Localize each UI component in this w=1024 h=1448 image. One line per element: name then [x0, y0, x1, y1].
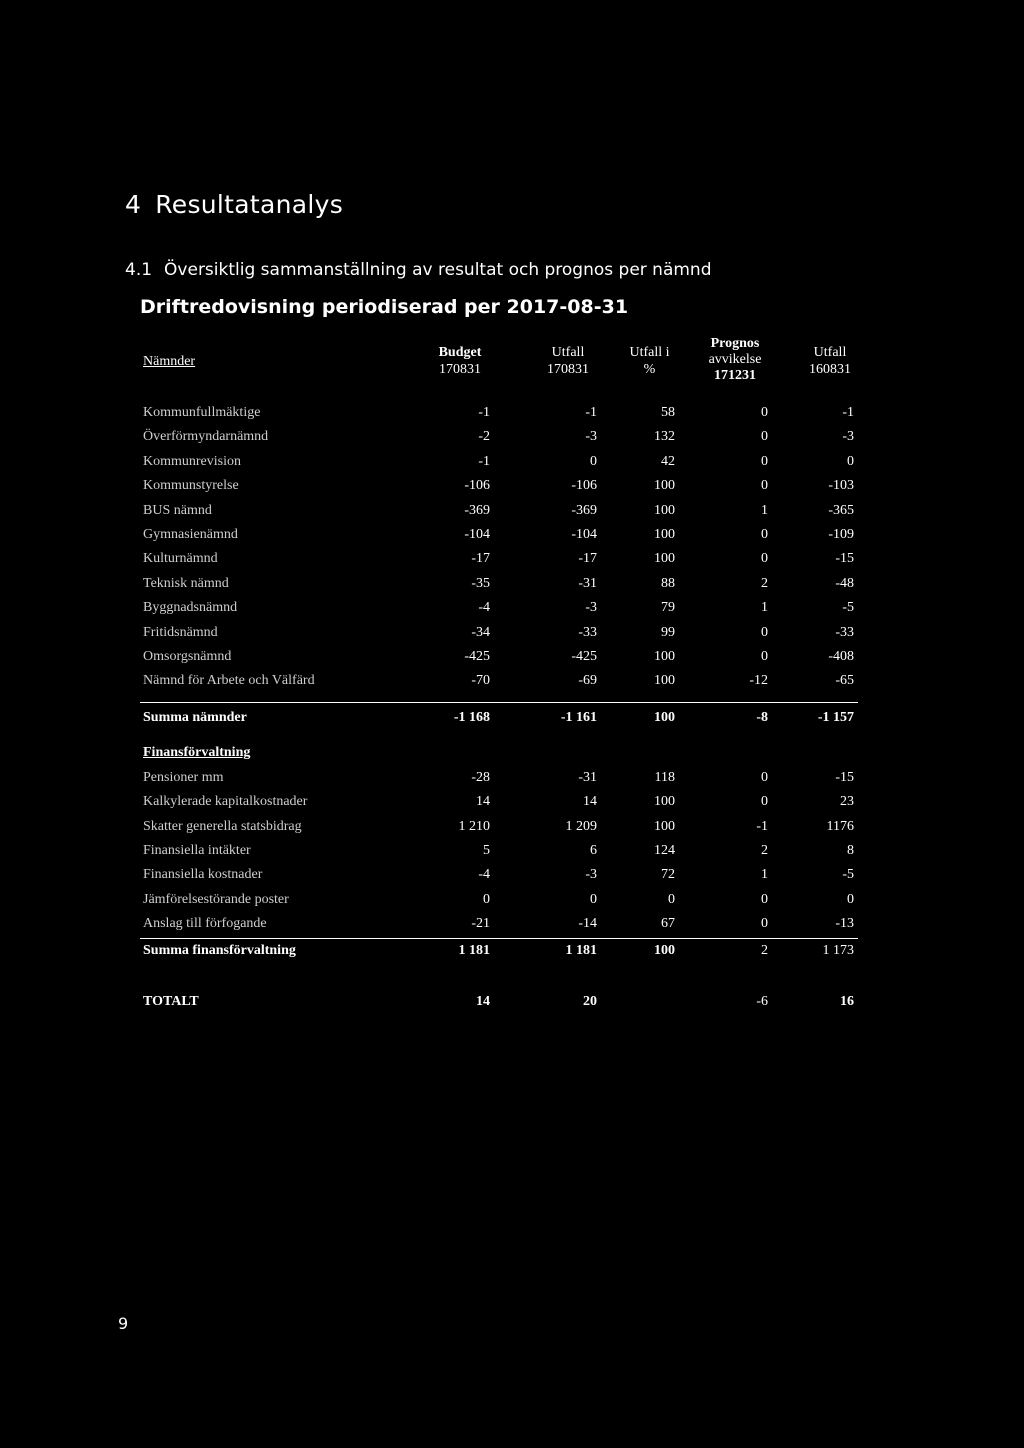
- cell-pct: 0: [668, 891, 675, 907]
- table-row: [0, 625, 1024, 647]
- row-name: Anslag till förfogande: [143, 915, 267, 931]
- cell-pct: 100: [654, 649, 675, 664]
- cell-prognos: 1: [761, 600, 768, 616]
- cell-utfall: -1: [585, 405, 597, 420]
- cell-utfall-prev: -33: [835, 624, 854, 640]
- cell-prognos: 2: [761, 943, 768, 958]
- cell-prognos: 0: [761, 915, 768, 931]
- cell-utfall-prev: -3: [842, 429, 854, 445]
- cell-budget: -1 168: [453, 710, 490, 725]
- table-row: [0, 405, 1024, 427]
- summa-finans-row: [0, 943, 1024, 965]
- cell-utfall-prev: -5: [842, 867, 854, 883]
- cell-prognos: -1: [756, 818, 768, 834]
- cell-utfall: -369: [571, 502, 597, 518]
- row-name: Kommunrevision: [143, 453, 241, 469]
- cell-budget: 0: [483, 891, 490, 907]
- row-name: Finansiella kostnader: [143, 867, 263, 883]
- cell-utfall-prev: -408: [828, 649, 854, 664]
- cell-utfall-prev: -1: [842, 405, 854, 420]
- cell-utfall: -425: [571, 649, 597, 664]
- cell-utfall: -104: [571, 527, 597, 542]
- cell-utfall: -17: [578, 551, 597, 567]
- divider: [140, 938, 858, 939]
- row-name: Jämförelsestörande poster: [143, 891, 289, 907]
- cell-budget: -28: [471, 770, 490, 785]
- cell-utfall: 20: [583, 994, 597, 1009]
- header-line: 170831: [439, 362, 481, 377]
- cell-utfall: -106: [571, 478, 597, 494]
- table-title: Driftredovisning periodiserad per 2017-08-31: [140, 296, 629, 318]
- header-line: Utfall: [813, 345, 847, 360]
- cell-pct: 100: [654, 551, 675, 567]
- row-name: Teknisk nämnd: [143, 575, 229, 591]
- table-row: [0, 576, 1024, 598]
- subsection-title: Översiktlig sammanställning av resultat och prognos per nämnd: [164, 260, 712, 280]
- header-line: Utfall: [551, 345, 585, 360]
- cell-pct: 58: [661, 405, 675, 420]
- summa-namnder-row: [0, 710, 1024, 732]
- table-row: [0, 429, 1024, 451]
- cell-budget: -17: [471, 551, 490, 567]
- row-name: Fritidsnämnd: [143, 624, 218, 640]
- row-name: TOTALT: [143, 994, 199, 1009]
- cell-utfall: -3: [585, 600, 597, 616]
- cell-prognos: 1: [761, 867, 768, 883]
- header-line: Budget: [438, 345, 482, 360]
- cell-budget: 14: [476, 794, 490, 810]
- row-name: Kommunfullmäktige: [143, 405, 261, 420]
- cell-pct: 88: [661, 575, 675, 591]
- cell-pct: 100: [654, 710, 675, 725]
- table-row: [0, 600, 1024, 622]
- cell-pct: 100: [654, 794, 675, 810]
- table-row: [0, 892, 1024, 914]
- section-title: Resultatanalys: [155, 190, 344, 219]
- cell-utfall-prev: 23: [840, 794, 854, 810]
- row-name: Gymnasienämnd: [143, 527, 238, 542]
- header-line: avvikelse: [708, 352, 762, 367]
- row-name: Nämnd för Arbete och Välfärd: [143, 673, 315, 689]
- cell-budget: -104: [464, 527, 490, 542]
- cell-pct: 99: [661, 624, 675, 640]
- cell-prognos: 0: [761, 478, 768, 494]
- header-line: Utfall i: [629, 345, 670, 360]
- cell-budget: -4: [478, 867, 490, 883]
- cell-budget: -106: [464, 478, 490, 494]
- cell-pct: 67: [661, 915, 675, 931]
- row-name: Kalkylerade kapitalkostnader: [143, 794, 308, 810]
- cell-budget: 1 181: [458, 943, 490, 958]
- cell-utfall-prev: -5: [842, 600, 854, 616]
- table-row: [0, 916, 1024, 938]
- row-name: Finansiella intäkter: [143, 842, 251, 858]
- cell-budget: 5: [483, 842, 490, 858]
- cell-utfall-prev: 1 173: [822, 943, 854, 958]
- cell-prognos: 0: [761, 429, 768, 445]
- column-header-namnder: Nämnder: [143, 354, 196, 369]
- header-line: Prognos: [710, 336, 760, 351]
- cell-prognos: 0: [761, 649, 768, 664]
- cell-utfall-prev: 0: [847, 453, 854, 469]
- cell-budget: -21: [471, 915, 490, 931]
- cell-budget: -369: [464, 502, 490, 518]
- table-row: [0, 819, 1024, 841]
- column-header-prognos: [690, 336, 780, 384]
- cell-utfall: -31: [578, 770, 597, 785]
- cell-utfall: 0: [590, 453, 597, 469]
- cell-utfall: -3: [585, 867, 597, 883]
- column-header-utfall-prev: [795, 344, 865, 378]
- cell-utfall: -14: [578, 915, 597, 931]
- section-number: 4: [125, 190, 142, 219]
- row-name: Summa finansförvaltning: [143, 943, 296, 958]
- table-row: [0, 551, 1024, 573]
- cell-pct: 42: [661, 453, 675, 469]
- cell-pct: 100: [654, 943, 675, 958]
- cell-pct: 100: [654, 673, 675, 689]
- cell-pct: 118: [654, 770, 675, 785]
- cell-prognos: 0: [761, 770, 768, 785]
- cell-pct: 100: [654, 527, 675, 542]
- cell-utfall: -31: [578, 575, 597, 591]
- cell-budget: 14: [476, 994, 490, 1009]
- cell-prognos: -6: [756, 994, 768, 1009]
- cell-utfall-prev: 0: [847, 891, 854, 907]
- cell-prognos: 2: [761, 842, 768, 858]
- cell-budget: -1: [478, 453, 490, 469]
- table-row: [0, 673, 1024, 695]
- column-header-utfall-pct: [612, 344, 687, 378]
- cell-utfall: 1 181: [565, 943, 597, 958]
- header-line: 160831: [809, 362, 851, 377]
- cell-utfall-prev: -15: [835, 770, 854, 785]
- cell-prognos: 0: [761, 794, 768, 810]
- table-row: [0, 649, 1024, 671]
- cell-prognos: 1: [761, 502, 768, 518]
- cell-utfall-prev: 16: [840, 994, 854, 1009]
- cell-utfall: 0: [590, 891, 597, 907]
- cell-prognos: 0: [761, 551, 768, 567]
- cell-prognos: 0: [761, 891, 768, 907]
- cell-budget: -35: [471, 575, 490, 591]
- cell-utfall-prev: -15: [835, 551, 854, 567]
- cell-utfall-prev: -48: [835, 575, 854, 591]
- row-name: BUS nämnd: [143, 502, 212, 518]
- cell-prognos: 0: [761, 624, 768, 640]
- cell-utfall-prev: -109: [828, 527, 854, 542]
- row-name: Kommunstyrelse: [143, 478, 239, 494]
- row-name: Skatter generella statsbidrag: [143, 818, 302, 834]
- cell-utfall: -1 161: [560, 710, 597, 725]
- cell-utfall: 6: [590, 842, 597, 858]
- cell-pct: 72: [661, 867, 675, 883]
- row-name: Kulturnämnd: [143, 551, 218, 567]
- table-row: [0, 867, 1024, 889]
- table-row: [0, 770, 1024, 792]
- table-row: [0, 843, 1024, 865]
- cell-prognos: 0: [761, 527, 768, 542]
- table-row: [0, 454, 1024, 476]
- table-row: [0, 527, 1024, 549]
- cell-pct: 124: [654, 842, 675, 858]
- subsection-number: 4.1: [125, 260, 153, 280]
- cell-budget: -4: [478, 600, 490, 616]
- page-number: 9: [118, 1314, 129, 1333]
- cell-budget: 1 210: [458, 818, 490, 834]
- table-row: [0, 478, 1024, 500]
- cell-prognos: -8: [756, 710, 768, 725]
- cell-budget: -34: [471, 624, 490, 640]
- row-name: Pensioner mm: [143, 770, 224, 785]
- cell-utfall: -69: [578, 673, 597, 689]
- row-name: Överförmyndarnämnd: [143, 429, 269, 445]
- cell-pct: 79: [661, 600, 675, 616]
- table-row: [0, 503, 1024, 525]
- cell-utfall-prev: -103: [828, 478, 854, 494]
- cell-utfall-prev: -13: [835, 915, 854, 931]
- column-header-utfall: [533, 344, 603, 378]
- totalt-row: [0, 994, 1024, 1016]
- row-name: Byggnadsnämnd: [143, 600, 238, 616]
- cell-utfall-prev: -1 157: [817, 710, 854, 725]
- cell-pct: 100: [654, 818, 675, 834]
- cell-prognos: -12: [749, 673, 768, 689]
- cell-utfall-prev: 1176: [826, 818, 854, 834]
- cell-utfall: -33: [578, 624, 597, 640]
- header-line: 171231: [714, 368, 756, 383]
- cell-utfall-prev: -365: [828, 502, 854, 518]
- cell-budget: -70: [471, 673, 490, 689]
- cell-utfall: 14: [583, 794, 597, 810]
- cell-utfall-prev: -65: [835, 673, 854, 689]
- cell-budget: -1: [478, 405, 490, 420]
- cell-pct: 100: [654, 502, 675, 518]
- header-line: %: [643, 362, 656, 377]
- column-header-budget: [425, 344, 495, 378]
- cell-prognos: 0: [761, 453, 768, 469]
- divider: [140, 702, 858, 703]
- cell-budget: -425: [464, 649, 490, 664]
- cell-utfall-prev: 8: [847, 842, 854, 858]
- row-name: Summa nämnder: [143, 710, 247, 725]
- row-name: Omsorgsnämnd: [143, 649, 232, 664]
- cell-pct: 132: [654, 429, 675, 445]
- cell-prognos: 0: [761, 405, 768, 420]
- cell-pct: 100: [654, 478, 675, 494]
- finans-section-title: Finansförvaltning: [143, 745, 251, 760]
- header-line: 170831: [547, 362, 589, 377]
- cell-utfall: -3: [585, 429, 597, 445]
- cell-budget: -2: [478, 429, 490, 445]
- table-row: [0, 794, 1024, 816]
- cell-prognos: 2: [761, 575, 768, 591]
- cell-utfall: 1 209: [565, 818, 597, 834]
